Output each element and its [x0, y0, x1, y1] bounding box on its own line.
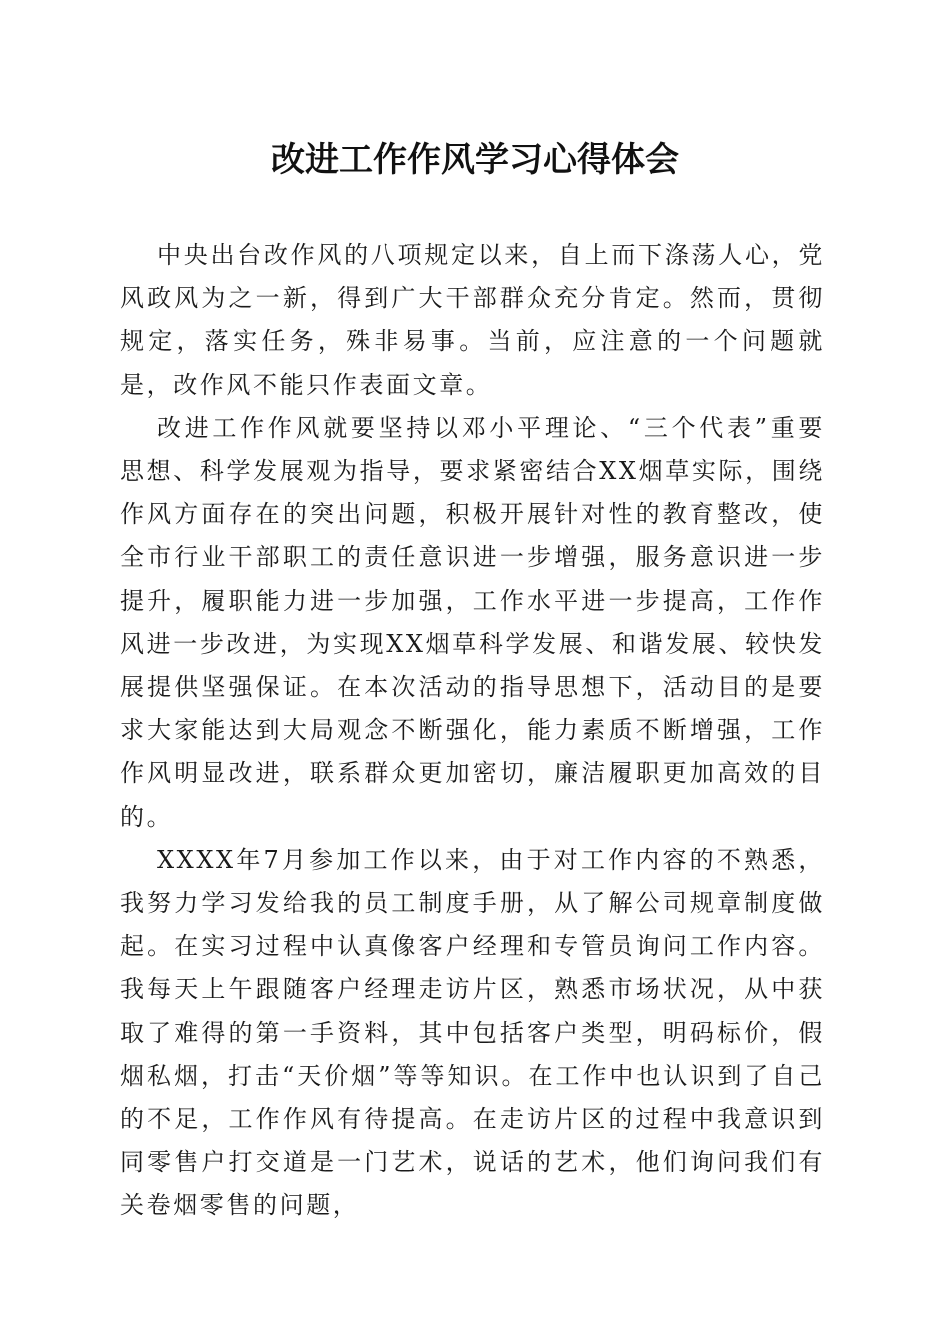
document-title: 改进工作作风学习心得体会 [271, 140, 679, 180]
paragraph-2: 改进工作作风就要坚持以邓小平理论、“三个代表”重要思想、科学发展观为指导，要求紧密结合XX烟草实际，围绕作风方面存在的突出问题，积极开展针对性的教育整改，使全市行业干部职工的责任意识进一步增强，服务意识进一步提升，履职能力进一步加强，工作水平进一步提高，工作作风进一步改进，为实现XX烟草科学发展、和谐发展、较快发展提供坚强保证。在本次活动的指导思想下，活动目的是要求大家能达到大局观念不断强化，能力素质不断增强，工作作风明显改进，联系群众更加密切，廉洁履职更加高效的目的。 [120, 413, 825, 831]
paragraph-3: XXXX年7月参加工作以来，由于对工作内容的不熟悉，我努力学习发给我的员工制度手册，从了解公司规章制度做起。在实习过程中认真像客户经理和专管员询问工作内容。我每天上午跟随客户经理走访片区，熟悉市场状况，从中获取了难得的第一手资料，其中包括客户类型，明码标价，假烟私烟，打击“天价烟”等等知识。在工作中也认识到了自己的不足，工作作风有待提高。在走访片区的过程中我意识到同零售户打交道是一门艺术，说话的艺术，他们询问我们有关卷烟零售的问题， [120, 845, 825, 1220]
document-body [120, 234, 825, 1228]
paragraph-1: 中央出台改作风的八项规定以来，自上而下涤荡人心，党风政风为之一新，得到广大干部群众充分肯定。然而，贯彻规定，落实任务，殊非易事。当前，应注意的一个问题就是，改作风不能只作表面文章。 [120, 241, 825, 399]
